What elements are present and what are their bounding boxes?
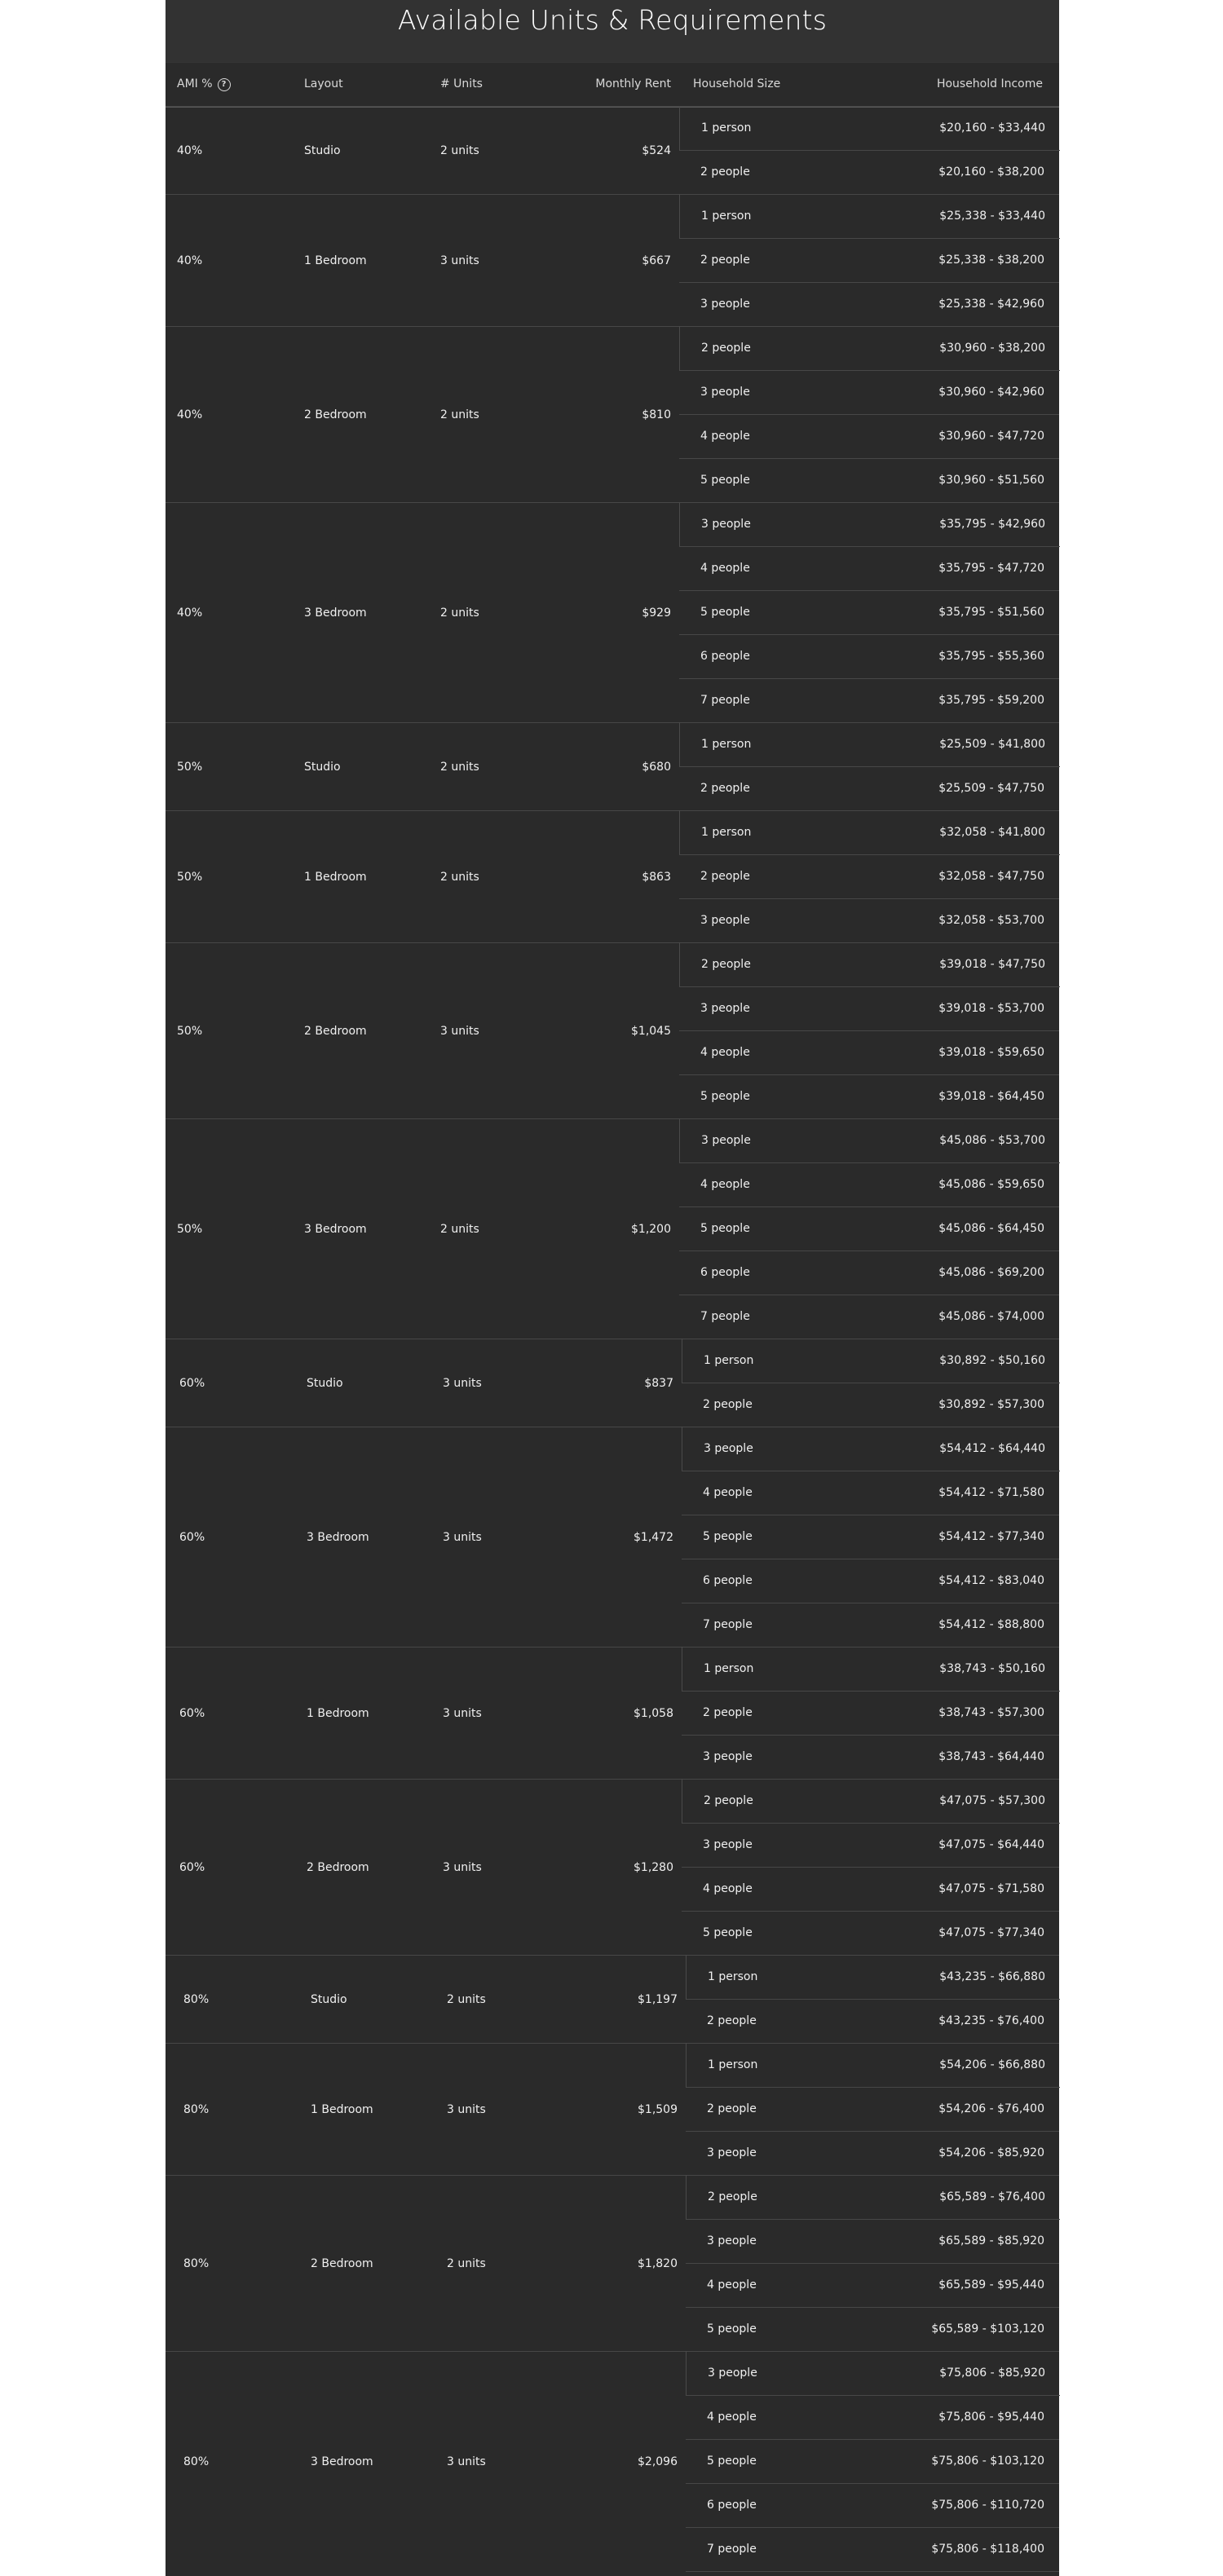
units-cell: 3 units	[443, 1707, 482, 1720]
units-cell: 3 units	[440, 1025, 479, 1038]
income-row	[686, 2175, 1060, 2220]
income-row	[679, 986, 1059, 1031]
income-row	[679, 854, 1059, 899]
income-row	[679, 326, 1060, 371]
household-income-cell: $32,058 - $41,800	[939, 826, 1045, 839]
income-row	[679, 942, 1060, 987]
household-size-cell: 1 person	[701, 738, 752, 751]
household-size-cell: 2 people	[704, 1794, 753, 1807]
income-row	[679, 458, 1059, 503]
household-size-cell: 1 person	[701, 210, 752, 223]
layout-cell: 1 Bedroom	[311, 2103, 373, 2116]
ami-cell: 60%	[179, 1531, 205, 1544]
household-size-cell: 3 people	[708, 2366, 757, 2380]
household-size-cell: 7 people	[700, 1310, 750, 1323]
income-row	[686, 1955, 1060, 2000]
household-income-cell: $45,086 - $74,000	[938, 1310, 1044, 1323]
household-income-cell: $32,058 - $47,750	[938, 870, 1044, 883]
household-size-cell: 1 person	[708, 2058, 758, 2071]
household-size-cell: 5 people	[700, 606, 750, 619]
ami-cell: 80%	[183, 2455, 210, 2468]
income-row	[682, 1559, 1059, 1603]
rent-cell: $1,200	[631, 1223, 671, 1236]
income-row	[682, 1383, 1059, 1427]
household-income-cell: $38,743 - $64,440	[938, 1750, 1044, 1763]
household-income-cell: $75,806 - $103,120	[931, 2455, 1044, 2468]
header-household-size: Household Size	[693, 77, 781, 90]
layout-cell: Studio	[311, 1993, 347, 2006]
household-income-cell: $65,589 - $103,120	[931, 2322, 1044, 2336]
household-income-cell: $45,086 - $59,650	[938, 1178, 1044, 1191]
income-row	[686, 2087, 1059, 2132]
layout-cell: Studio	[307, 1377, 343, 1390]
income-row	[682, 1691, 1059, 1736]
rent-cell: $1,472	[634, 1531, 673, 1544]
units-cell: 2 units	[440, 871, 479, 884]
layout-cell: Studio	[304, 761, 341, 774]
income-row	[679, 106, 1060, 151]
household-size-cell: 5 people	[707, 2455, 757, 2468]
ami-cell: 40%	[177, 607, 203, 620]
household-income-cell: $25,338 - $33,440	[939, 210, 1045, 223]
units-cell: 2 units	[440, 1223, 479, 1236]
household-income-cell: $47,075 - $64,440	[938, 1838, 1044, 1851]
household-size-cell: 4 people	[700, 562, 750, 575]
units-cell: 2 units	[440, 144, 479, 157]
household-size-cell: 1 person	[701, 826, 752, 839]
household-income-cell: $45,086 - $53,700	[939, 1134, 1045, 1147]
household-income-cell: $39,018 - $47,750	[939, 958, 1045, 971]
household-income-cell: $65,589 - $76,400	[939, 2190, 1045, 2203]
units-cell: 3 units	[440, 254, 479, 267]
household-size-cell: 4 people	[707, 2278, 757, 2291]
income-row	[679, 1295, 1059, 1339]
household-size-cell: 4 people	[700, 430, 750, 443]
income-row	[679, 1162, 1059, 1207]
household-income-cell: $43,235 - $76,400	[938, 2014, 1044, 2027]
household-size-cell: 3 people	[700, 298, 750, 311]
income-row	[686, 1999, 1059, 2044]
household-income-cell: $25,338 - $42,960	[938, 298, 1044, 311]
income-row	[679, 502, 1060, 547]
income-row	[682, 1515, 1059, 1559]
household-size-cell: 4 people	[700, 1178, 750, 1191]
household-size-cell: 2 people	[701, 958, 751, 971]
household-income-cell: $35,795 - $59,200	[938, 694, 1044, 707]
ami-cell: 80%	[183, 2103, 210, 2116]
ami-cell: 40%	[177, 144, 203, 157]
household-income-cell: $47,075 - $57,300	[939, 1794, 1045, 1807]
rent-cell: $667	[642, 254, 671, 267]
household-income-cell: $39,018 - $59,650	[938, 1046, 1044, 1059]
household-income-cell: $35,795 - $47,720	[938, 562, 1044, 575]
rent-cell: $1,045	[631, 1025, 671, 1038]
income-row	[679, 766, 1059, 811]
household-income-cell: $75,806 - $85,920	[939, 2366, 1045, 2380]
header-household-income: Household Income	[936, 77, 1043, 90]
rent-cell: $1,509	[638, 2103, 678, 2116]
household-size-cell: 3 people	[701, 518, 751, 531]
household-size-cell: 3 people	[700, 1002, 750, 1015]
household-income-cell: $75,806 - $118,400	[931, 2543, 1044, 2556]
ami-cell: 60%	[179, 1707, 205, 1720]
ami-cell: 50%	[177, 1025, 203, 1038]
household-size-cell: 2 people	[700, 782, 750, 795]
household-size-cell: 2 people	[700, 165, 750, 179]
income-row	[679, 150, 1059, 195]
household-size-cell: 2 people	[700, 870, 750, 883]
income-row	[679, 1074, 1059, 1119]
household-size-cell: 3 people	[703, 1750, 753, 1763]
household-income-cell: $30,960 - $42,960	[938, 386, 1044, 399]
household-size-cell: 1 person	[704, 1662, 754, 1675]
income-row	[686, 2043, 1060, 2088]
household-income-cell: $30,892 - $57,300	[938, 1398, 1044, 1411]
household-income-cell: $20,160 - $33,440	[939, 121, 1045, 135]
ami-cell: 40%	[177, 408, 203, 421]
ami-cell: 60%	[179, 1861, 205, 1874]
household-size-cell: 2 people	[708, 2190, 757, 2203]
household-size-cell: 6 people	[707, 2499, 757, 2512]
page-title: Available Units & Requirements	[397, 4, 828, 36]
income-row	[679, 414, 1059, 459]
rent-cell: $1,280	[634, 1861, 673, 1874]
household-income-cell: $54,412 - $77,340	[938, 1530, 1044, 1543]
household-income-cell: $35,795 - $42,960	[939, 518, 1045, 531]
ami-cell: 80%	[183, 1993, 210, 2006]
household-size-cell: 1 person	[704, 1354, 754, 1367]
household-income-cell: $30,960 - $51,560	[938, 474, 1044, 487]
income-row	[682, 1735, 1059, 1780]
household-income-cell: $32,058 - $53,700	[938, 914, 1044, 927]
household-size-cell: 6 people	[700, 650, 750, 663]
household-income-cell: $54,412 - $64,440	[939, 1442, 1045, 1455]
household-size-cell: 2 people	[707, 2102, 757, 2115]
ami-cell: 50%	[177, 871, 203, 884]
household-income-cell: $35,795 - $51,560	[938, 606, 1044, 619]
household-income-cell: $39,018 - $64,450	[938, 1090, 1044, 1103]
household-size-cell: 5 people	[700, 1222, 750, 1235]
header-units: # Units	[440, 77, 483, 90]
info-icon[interactable]: ?	[218, 78, 231, 91]
units-cell: 3 units	[443, 1377, 482, 1390]
units-cell: 2 units	[440, 607, 479, 620]
income-row	[679, 238, 1059, 283]
household-size-cell: 2 people	[700, 254, 750, 267]
income-row	[679, 1030, 1059, 1075]
household-size-cell: 4 people	[707, 2411, 757, 2424]
household-income-cell: $47,075 - $71,580	[938, 1882, 1044, 1895]
rent-cell: $680	[642, 761, 671, 774]
layout-cell: 2 Bedroom	[307, 1861, 369, 1874]
layout-cell: Studio	[304, 144, 341, 157]
household-income-cell: $54,412 - $71,580	[938, 1486, 1044, 1499]
rent-cell: $929	[642, 607, 671, 620]
rent-cell: $1,820	[638, 2257, 678, 2270]
ami-cell: 60%	[179, 1377, 205, 1390]
household-income-cell: $54,206 - $76,400	[938, 2102, 1044, 2115]
household-size-cell: 5 people	[700, 1090, 750, 1103]
table-body	[166, 0, 1059, 2576]
layout-cell: 1 Bedroom	[304, 871, 367, 884]
household-income-cell: $20,160 - $38,200	[938, 165, 1044, 179]
household-income-cell: $65,589 - $95,440	[938, 2278, 1044, 2291]
household-size-cell: 1 person	[708, 1970, 758, 1983]
header-ami-label: AMI %	[177, 77, 213, 90]
household-income-cell: $30,960 - $47,720	[938, 430, 1044, 443]
household-size-cell: 2 people	[703, 1706, 753, 1719]
household-size-cell: 7 people	[703, 1618, 753, 1631]
household-size-cell: 3 people	[703, 1838, 753, 1851]
rent-cell: $1,197	[638, 1993, 678, 2006]
units-cell: 3 units	[443, 1531, 482, 1544]
units-panel	[166, 0, 1059, 2576]
income-row	[686, 2483, 1059, 2528]
ami-cell: 50%	[177, 761, 203, 774]
layout-cell: 1 Bedroom	[304, 254, 367, 267]
layout-cell: 1 Bedroom	[307, 1707, 369, 1720]
household-income-cell: $38,743 - $50,160	[939, 1662, 1045, 1675]
household-size-cell: 2 people	[701, 342, 751, 355]
income-row	[679, 282, 1059, 327]
rent-cell: $810	[642, 408, 671, 421]
layout-cell: 3 Bedroom	[307, 1531, 369, 1544]
income-row	[679, 722, 1060, 767]
household-size-cell: 4 people	[703, 1882, 753, 1895]
units-cell: 2 units	[440, 761, 479, 774]
rent-cell: $837	[644, 1377, 673, 1390]
household-size-cell: 2 people	[707, 2014, 757, 2027]
rent-cell: $863	[642, 871, 671, 884]
layout-cell: 3 Bedroom	[304, 1223, 367, 1236]
income-row	[682, 1867, 1059, 1912]
units-cell: 3 units	[447, 2455, 486, 2468]
income-row	[679, 370, 1059, 415]
rent-cell: $524	[642, 144, 671, 157]
income-row	[686, 2263, 1059, 2308]
household-income-cell: $54,206 - $85,920	[938, 2146, 1044, 2159]
household-size-cell: 5 people	[703, 1926, 753, 1939]
household-size-cell: 1 person	[701, 121, 752, 135]
income-row	[679, 1206, 1059, 1251]
header-rent: Monthly Rent	[595, 77, 671, 90]
income-row	[679, 634, 1059, 679]
household-size-cell: 3 people	[700, 386, 750, 399]
layout-cell: 2 Bedroom	[304, 408, 367, 421]
ami-cell: 80%	[183, 2257, 210, 2270]
household-income-cell: $75,806 - $95,440	[938, 2411, 1044, 2424]
household-size-cell: 3 people	[704, 1442, 753, 1455]
household-income-cell: $65,589 - $85,920	[938, 2234, 1044, 2247]
household-income-cell: $35,795 - $55,360	[938, 650, 1044, 663]
units-cell: 2 units	[447, 2257, 486, 2270]
household-size-cell: 3 people	[707, 2146, 757, 2159]
layout-cell: 3 Bedroom	[311, 2455, 373, 2468]
household-size-cell: 5 people	[707, 2322, 757, 2336]
units-cell: 2 units	[440, 408, 479, 421]
rent-cell: $1,058	[634, 1707, 673, 1720]
household-size-cell: 6 people	[700, 1266, 750, 1279]
household-income-cell: $43,235 - $66,880	[939, 1970, 1045, 1983]
household-size-cell: 7 people	[707, 2543, 757, 2556]
household-size-cell: 3 people	[700, 914, 750, 927]
income-row	[679, 898, 1059, 943]
income-row	[686, 2527, 1059, 2572]
household-size-cell: 7 people	[700, 694, 750, 707]
units-cell: 2 units	[447, 1993, 486, 2006]
income-row	[682, 1339, 1060, 1383]
ami-cell: 50%	[177, 1223, 203, 1236]
household-income-cell: $45,086 - $64,450	[938, 1222, 1044, 1235]
household-income-cell: $39,018 - $53,700	[938, 1002, 1044, 1015]
household-income-cell: $54,412 - $83,040	[938, 1574, 1044, 1587]
header-layout: Layout	[304, 77, 343, 90]
household-size-cell: 4 people	[703, 1486, 753, 1499]
household-income-cell: $25,509 - $41,800	[939, 738, 1045, 751]
income-row	[682, 1647, 1060, 1692]
income-row	[679, 1251, 1059, 1295]
income-row	[682, 1911, 1059, 1956]
income-row	[679, 1118, 1060, 1163]
layout-cell: 2 Bedroom	[311, 2257, 373, 2270]
layout-cell: 2 Bedroom	[304, 1025, 367, 1038]
income-row	[682, 1779, 1060, 1824]
household-income-cell: $45,086 - $69,200	[938, 1266, 1044, 1279]
household-income-cell: $25,338 - $38,200	[938, 254, 1044, 267]
household-income-cell: $75,806 - $110,720	[931, 2499, 1044, 2512]
income-row	[686, 2307, 1059, 2352]
income-row	[682, 1427, 1060, 1471]
income-row	[686, 2219, 1059, 2264]
income-row	[679, 194, 1060, 239]
household-income-cell: $54,412 - $88,800	[938, 1618, 1044, 1631]
income-row	[682, 1471, 1059, 1515]
income-row	[682, 1603, 1059, 1647]
household-size-cell: 4 people	[700, 1046, 750, 1059]
household-income-cell: $30,892 - $50,160	[939, 1354, 1045, 1367]
household-size-cell: 5 people	[700, 474, 750, 487]
income-row	[679, 546, 1059, 591]
income-row	[686, 2395, 1059, 2440]
household-size-cell: 5 people	[703, 1530, 753, 1543]
household-income-cell: $25,509 - $47,750	[938, 782, 1044, 795]
household-size-cell: 2 people	[703, 1398, 753, 1411]
ami-cell: 40%	[177, 254, 203, 267]
household-size-cell: 3 people	[707, 2234, 757, 2247]
layout-cell: 3 Bedroom	[304, 607, 367, 620]
household-income-cell: $38,743 - $57,300	[938, 1706, 1044, 1719]
household-size-cell: 6 people	[703, 1574, 753, 1587]
income-row	[682, 1823, 1059, 1868]
household-income-cell: $54,206 - $66,880	[939, 2058, 1045, 2071]
income-row	[686, 2351, 1060, 2396]
income-row	[686, 2131, 1059, 2176]
household-size-cell: 3 people	[701, 1134, 751, 1147]
units-cell: 3 units	[447, 2103, 486, 2116]
units-cell: 3 units	[443, 1861, 482, 1874]
household-income-cell: $47,075 - $77,340	[938, 1926, 1044, 1939]
income-row	[679, 678, 1059, 723]
income-row	[686, 2439, 1059, 2484]
income-row	[679, 590, 1059, 635]
income-row	[679, 810, 1060, 855]
household-income-cell: $30,960 - $38,200	[939, 342, 1045, 355]
rent-cell: $2,096	[638, 2455, 678, 2468]
